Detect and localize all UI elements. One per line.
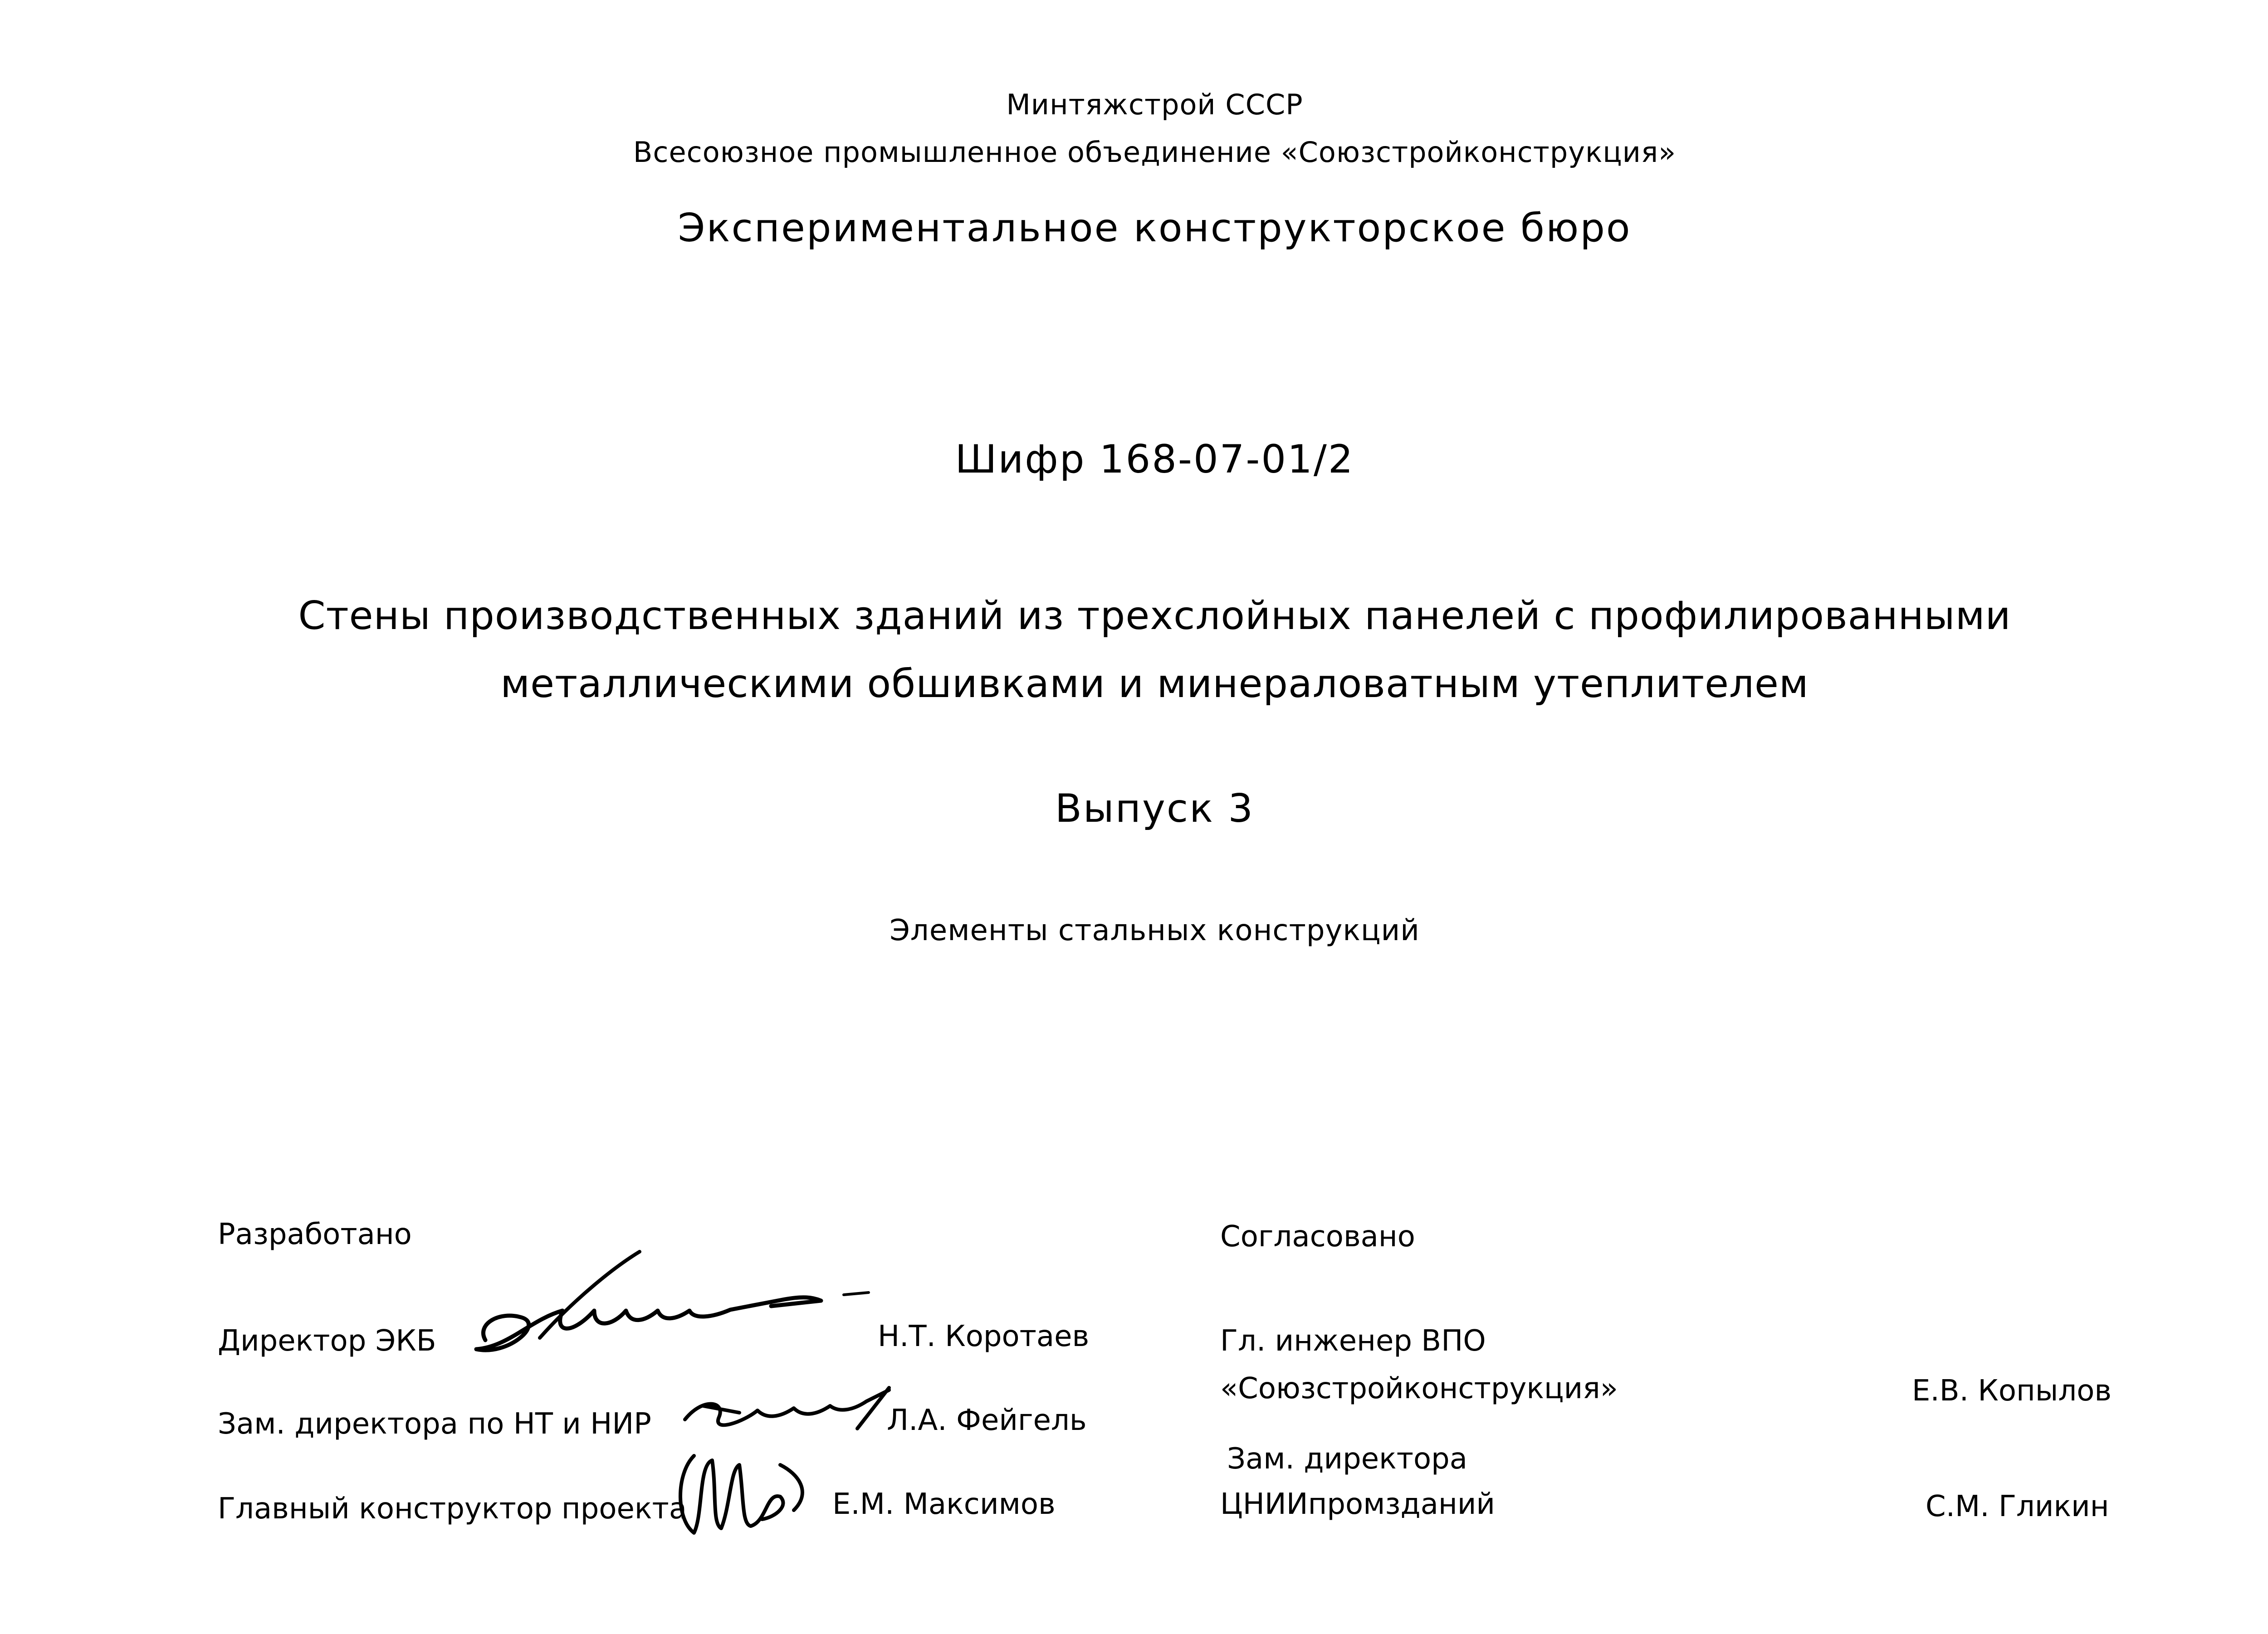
director-name: Н.Т. Коротаев: [878, 1320, 1090, 1353]
issue-number: Выпуск 3: [1055, 786, 1255, 831]
deputy-director-role: Зам. директора по НТ и НИР: [218, 1407, 651, 1441]
document-subtitle: Элементы стальных конструкций: [890, 914, 1420, 947]
ministry-name: Минтяжстрой СССР: [1006, 88, 1303, 121]
deputy-director-name: Л.А. Фейгель: [887, 1404, 1087, 1437]
agreed-heading: Согласовано: [1220, 1220, 1415, 1254]
document-title-line-2: металлическими обшивками и минераловатным утеплителем: [500, 661, 1809, 707]
deputy-director-tsnii-role: Зам. директора: [1227, 1442, 1467, 1476]
union-name: Всесоюзное промышленное объединение «Союзстройконструкция»: [633, 136, 1677, 169]
chief-engineer-name: Е.В. Копылов: [1912, 1374, 2112, 1408]
chief-designer-name: Е.М. Максимов: [832, 1488, 1056, 1521]
document-code: Шифр 168-07-01/2: [955, 437, 1354, 482]
director-signature: [458, 1243, 894, 1379]
chief-designer-signature: [667, 1438, 821, 1551]
chief-designer-role: Главный конструктор проекта: [218, 1492, 687, 1526]
deputy-director-signature: [676, 1379, 903, 1442]
deputy-director-tsnii-organization: ЦНИИпромзданий: [1220, 1488, 1495, 1521]
bureau-name: Экспериментальное конструкторское бюро: [678, 205, 1632, 251]
deputy-director-tsnii-name: С.М. Гликин: [1926, 1490, 2109, 1523]
developed-heading: Разработано: [218, 1218, 412, 1251]
director-role: Директор ЭКБ: [218, 1324, 436, 1358]
chief-engineer-organization: «Союзстройконструкция»: [1220, 1372, 1618, 1405]
document-title-line-1: Стены производственных зданий из трехслойных панелей с профилированными: [298, 593, 2011, 639]
chief-engineer-role: Гл. инженер ВПО: [1220, 1324, 1486, 1358]
